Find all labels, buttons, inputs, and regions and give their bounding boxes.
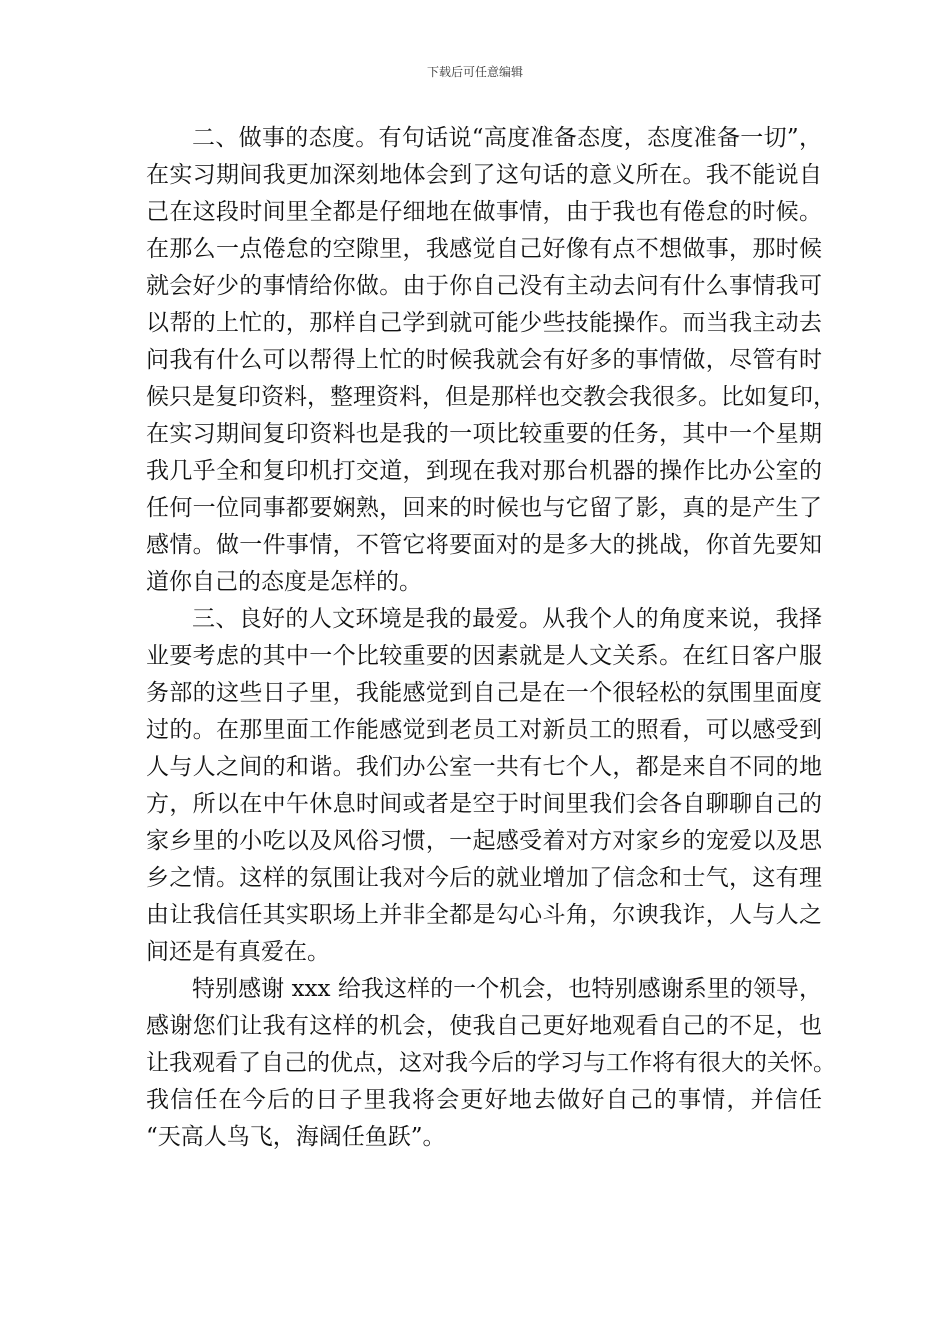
text-line: 人与人之间的和谐。我们办公室一共有七个人，都是来自不同的地 bbox=[146, 754, 822, 780]
text-line: 乡之情。这样的氛围让我对今后的就业增加了信念和士气，这有理 bbox=[146, 865, 822, 891]
text-line: 道你自己的态度是怎样的。 bbox=[146, 569, 422, 595]
text-line: 由让我信任其实职场上并非全都是勾心斗角，尔谀我诈，人与人之 bbox=[146, 902, 822, 928]
text-line: 就会好少的事情给你做。由于你自己没有主动去问有什么事情我可 bbox=[146, 273, 822, 299]
page-header-note: 下载后可任意编辑 bbox=[426, 65, 523, 79]
text-line: 我信任在今后的日子里我将会更好地去做好自己的事情，并信任 bbox=[146, 1087, 822, 1113]
paragraph-attitude bbox=[146, 120, 836, 601]
text-line: 让我观看了自己的优点，这对我今后的学习与工作将有很大的关怀。 bbox=[146, 1050, 836, 1076]
text-line: 特别感谢 xxx 给我这样的一个机会，也特别感谢系里的领导， bbox=[192, 976, 822, 1002]
text-line: 间还是有真爱在。 bbox=[146, 939, 330, 965]
text-line: 我几乎全和复印机打交道，到现在我对那台机器的操作比办公室的 bbox=[146, 458, 822, 484]
text-line: 业要考虑的其中一个比较重要的因素就是人文关系。在红日客户服 bbox=[146, 643, 822, 669]
text-line: 二、做事的态度。有句话说“高度准备态度，态度准备一切”， bbox=[192, 125, 822, 151]
text-line: 在实习期间复印资料也是我的一项比较重要的任务，其中一个星期 bbox=[146, 421, 822, 447]
text-line: 务部的这些日子里，我能感觉到自己是在一个很轻松的氛围里面度 bbox=[146, 680, 822, 706]
text-line: 以帮的上忙的，那样自己学到就可能少些技能操作。而当我主动去 bbox=[146, 310, 822, 336]
document-body bbox=[146, 120, 836, 1156]
text-line: 家乡里的小吃以及风俗习惯，一起感受着对方对家乡的宠爱以及思 bbox=[146, 828, 822, 854]
text-line: “天高人鸟飞，海阔任鱼跃”。 bbox=[146, 1124, 446, 1150]
text-line: 三、良好的人文环境是我的最爱。从我个人的角度来说，我择 bbox=[192, 606, 822, 632]
paragraph-thanks bbox=[146, 971, 836, 1156]
text-line: 任何一位同事都要娴熟，回来的时候也与它留了影，真的是产生了 bbox=[146, 495, 822, 521]
text-line: 感情。做一件事情，不管它将要面对的是多大的挑战，你首先要知 bbox=[146, 532, 822, 558]
paragraph-environment bbox=[146, 601, 822, 971]
text-line: 在实习期间我更加深刻地体会到了这句话的意义所在。我不能说自 bbox=[146, 162, 822, 188]
text-line: 问我有什么可以帮得上忙的时候我就会有好多的事情做，尽管有时 bbox=[146, 347, 822, 373]
text-line: 在那么一点倦怠的空隙里，我感觉自己好像有点不想做事，那时候 bbox=[146, 236, 822, 262]
text-line: 感谢您们让我有这样的机会，使我自己更好地观看自己的不足，也 bbox=[146, 1013, 822, 1039]
text-line: 过的。在那里面工作能感觉到老员工对新员工的照看，可以感受到 bbox=[146, 717, 822, 743]
text-line: 方，所以在中午休息时间或者是空于时间里我们会各自聊聊自己的 bbox=[146, 791, 822, 817]
text-line: 己在这段时间里全都是仔细地在做事情，由于我也有倦怠的时候。 bbox=[146, 199, 822, 225]
text-line: 候只是复印资料，整理资料，但是那样也交教会我很多。比如复印， bbox=[146, 384, 836, 410]
